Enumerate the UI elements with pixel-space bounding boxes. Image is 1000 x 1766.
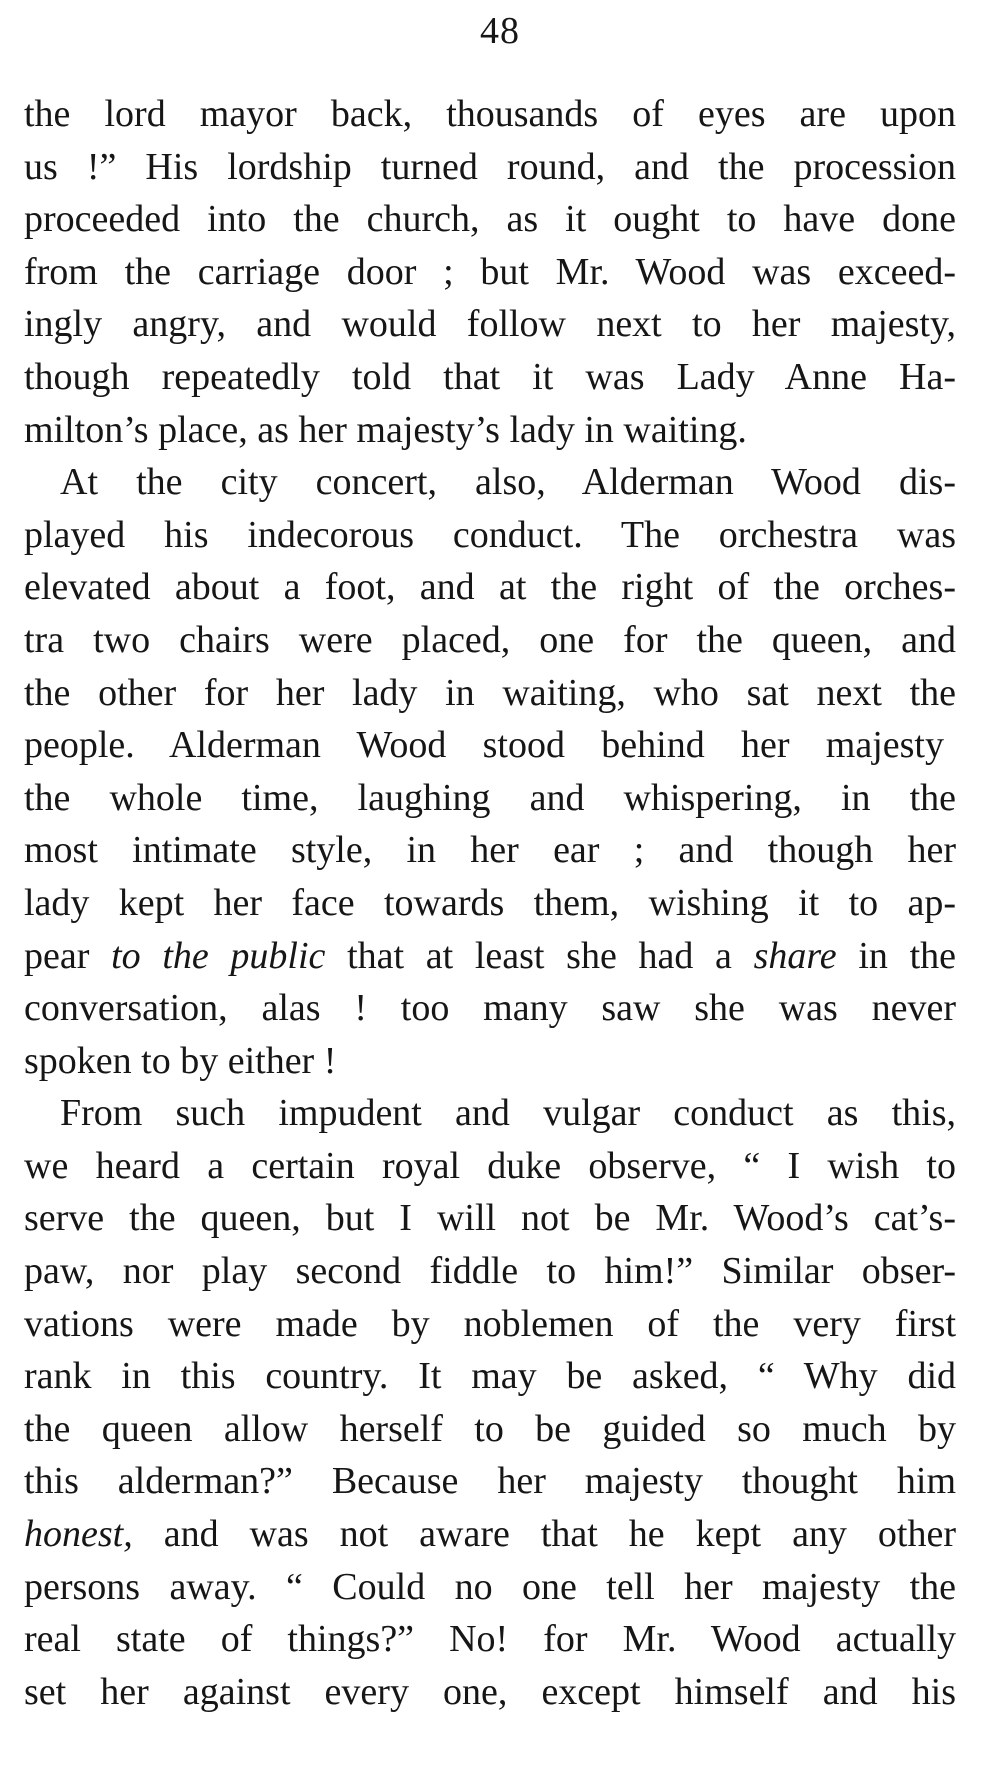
line-text: real state of things?” No! for Mr. Wood actually bbox=[24, 1618, 956, 1661]
text-line bbox=[24, 561, 956, 614]
body-text bbox=[24, 88, 956, 1718]
line-text: this alderman?” Because her majesty thought him bbox=[24, 1460, 956, 1503]
text-line bbox=[24, 1350, 956, 1403]
line-text: the lord mayor back, thousands of eyes are upon bbox=[24, 93, 956, 135]
line-text: serve the queen, but I will not be Mr. Wood’s cat’s- bbox=[24, 1197, 956, 1240]
line-text: lady kept her face towards them, wishing it to ap- bbox=[24, 881, 956, 924]
text-line bbox=[24, 88, 956, 141]
line-text: the whole time, laughing and whispering, in the bbox=[24, 776, 956, 819]
text-line bbox=[24, 719, 944, 772]
text-line bbox=[24, 824, 956, 877]
text-line bbox=[24, 351, 956, 404]
text-line bbox=[24, 1035, 956, 1088]
text-line bbox=[24, 1613, 956, 1666]
italic-text: to the public bbox=[111, 934, 326, 977]
text-line bbox=[24, 614, 956, 667]
line-text: From such impudent and vulgar conduct as this, bbox=[60, 1092, 956, 1135]
italic-text: honest, bbox=[24, 1513, 133, 1556]
line-text: and was not aware that he kept any other bbox=[132, 1513, 956, 1556]
text-line bbox=[24, 193, 956, 246]
paragraph-first-line bbox=[24, 456, 956, 509]
line-text: us !” His lordship turned round, and the procession bbox=[24, 145, 956, 188]
text-line bbox=[24, 1192, 956, 1245]
text-line bbox=[24, 1666, 956, 1719]
line-text: most intimate style, in her ear ; and though her bbox=[24, 829, 956, 872]
italic-text: share bbox=[753, 934, 837, 977]
line-text: vations were made by noblemen of the very first bbox=[24, 1302, 956, 1345]
text-line bbox=[24, 298, 956, 351]
line-text: from the carriage door ; but Mr. Wood was exceed- bbox=[24, 250, 956, 293]
line-text: played his indecorous conduct. The orchestra was bbox=[24, 513, 956, 556]
text-line bbox=[24, 509, 956, 562]
line-text: people. Alderman Wood stood behind her majesty bbox=[24, 724, 944, 767]
line-text: elevated about a foot, and at the right of the orches- bbox=[24, 566, 956, 609]
text-line bbox=[24, 1140, 956, 1193]
line-text: milton’s place, as her majesty’s lady in waiting. bbox=[24, 408, 747, 451]
text-line bbox=[24, 1298, 956, 1351]
text-line bbox=[24, 772, 956, 825]
line-text: rank in this country. It may be asked, “ Why did bbox=[24, 1355, 956, 1398]
line-text: set her against every one, except himself and his bbox=[24, 1670, 956, 1713]
text-line bbox=[24, 982, 956, 1035]
text-line bbox=[24, 1508, 956, 1561]
line-text: the queen allow herself to be guided so much by bbox=[24, 1407, 956, 1450]
line-text: in the bbox=[836, 934, 956, 977]
line-text: spoken to by either ! bbox=[24, 1039, 337, 1082]
line-text: tra two chairs were placed, one for the queen, and bbox=[24, 618, 956, 661]
page-number: 48 bbox=[480, 10, 520, 52]
text-line bbox=[24, 877, 956, 930]
line-text: At the city concert, also, Alderman Wood dis- bbox=[60, 461, 956, 504]
line-text: proceeded into the church, as it ought to have done bbox=[24, 198, 956, 241]
text-line bbox=[24, 246, 956, 299]
text-line bbox=[24, 1403, 956, 1456]
line-text: the other for her lady in waiting, who sat next the bbox=[24, 671, 956, 714]
text-line bbox=[24, 930, 956, 983]
text-line bbox=[24, 1245, 956, 1298]
line-text: ingly angry, and would follow next to her majesty, bbox=[24, 303, 956, 346]
line-text: though repeatedly told that it was Lady Anne Ha- bbox=[24, 355, 956, 398]
line-text: we heard a certain royal duke observe, “ I wish to bbox=[24, 1144, 956, 1187]
text-line bbox=[24, 141, 956, 194]
line-text: persons away. “ Could no one tell her majesty the bbox=[24, 1565, 956, 1608]
line-text: pear bbox=[24, 934, 112, 977]
line-text: paw, nor play second fiddle to him!” Similar obser- bbox=[24, 1250, 956, 1293]
text-line bbox=[24, 404, 956, 457]
paragraph-first-line bbox=[24, 1087, 956, 1140]
text-line bbox=[24, 1561, 956, 1614]
line-text: conversation, alas ! too many saw she was never bbox=[24, 987, 956, 1030]
text-line bbox=[24, 667, 956, 720]
text-line bbox=[24, 1455, 956, 1508]
line-text: that at least she had a bbox=[325, 934, 754, 977]
